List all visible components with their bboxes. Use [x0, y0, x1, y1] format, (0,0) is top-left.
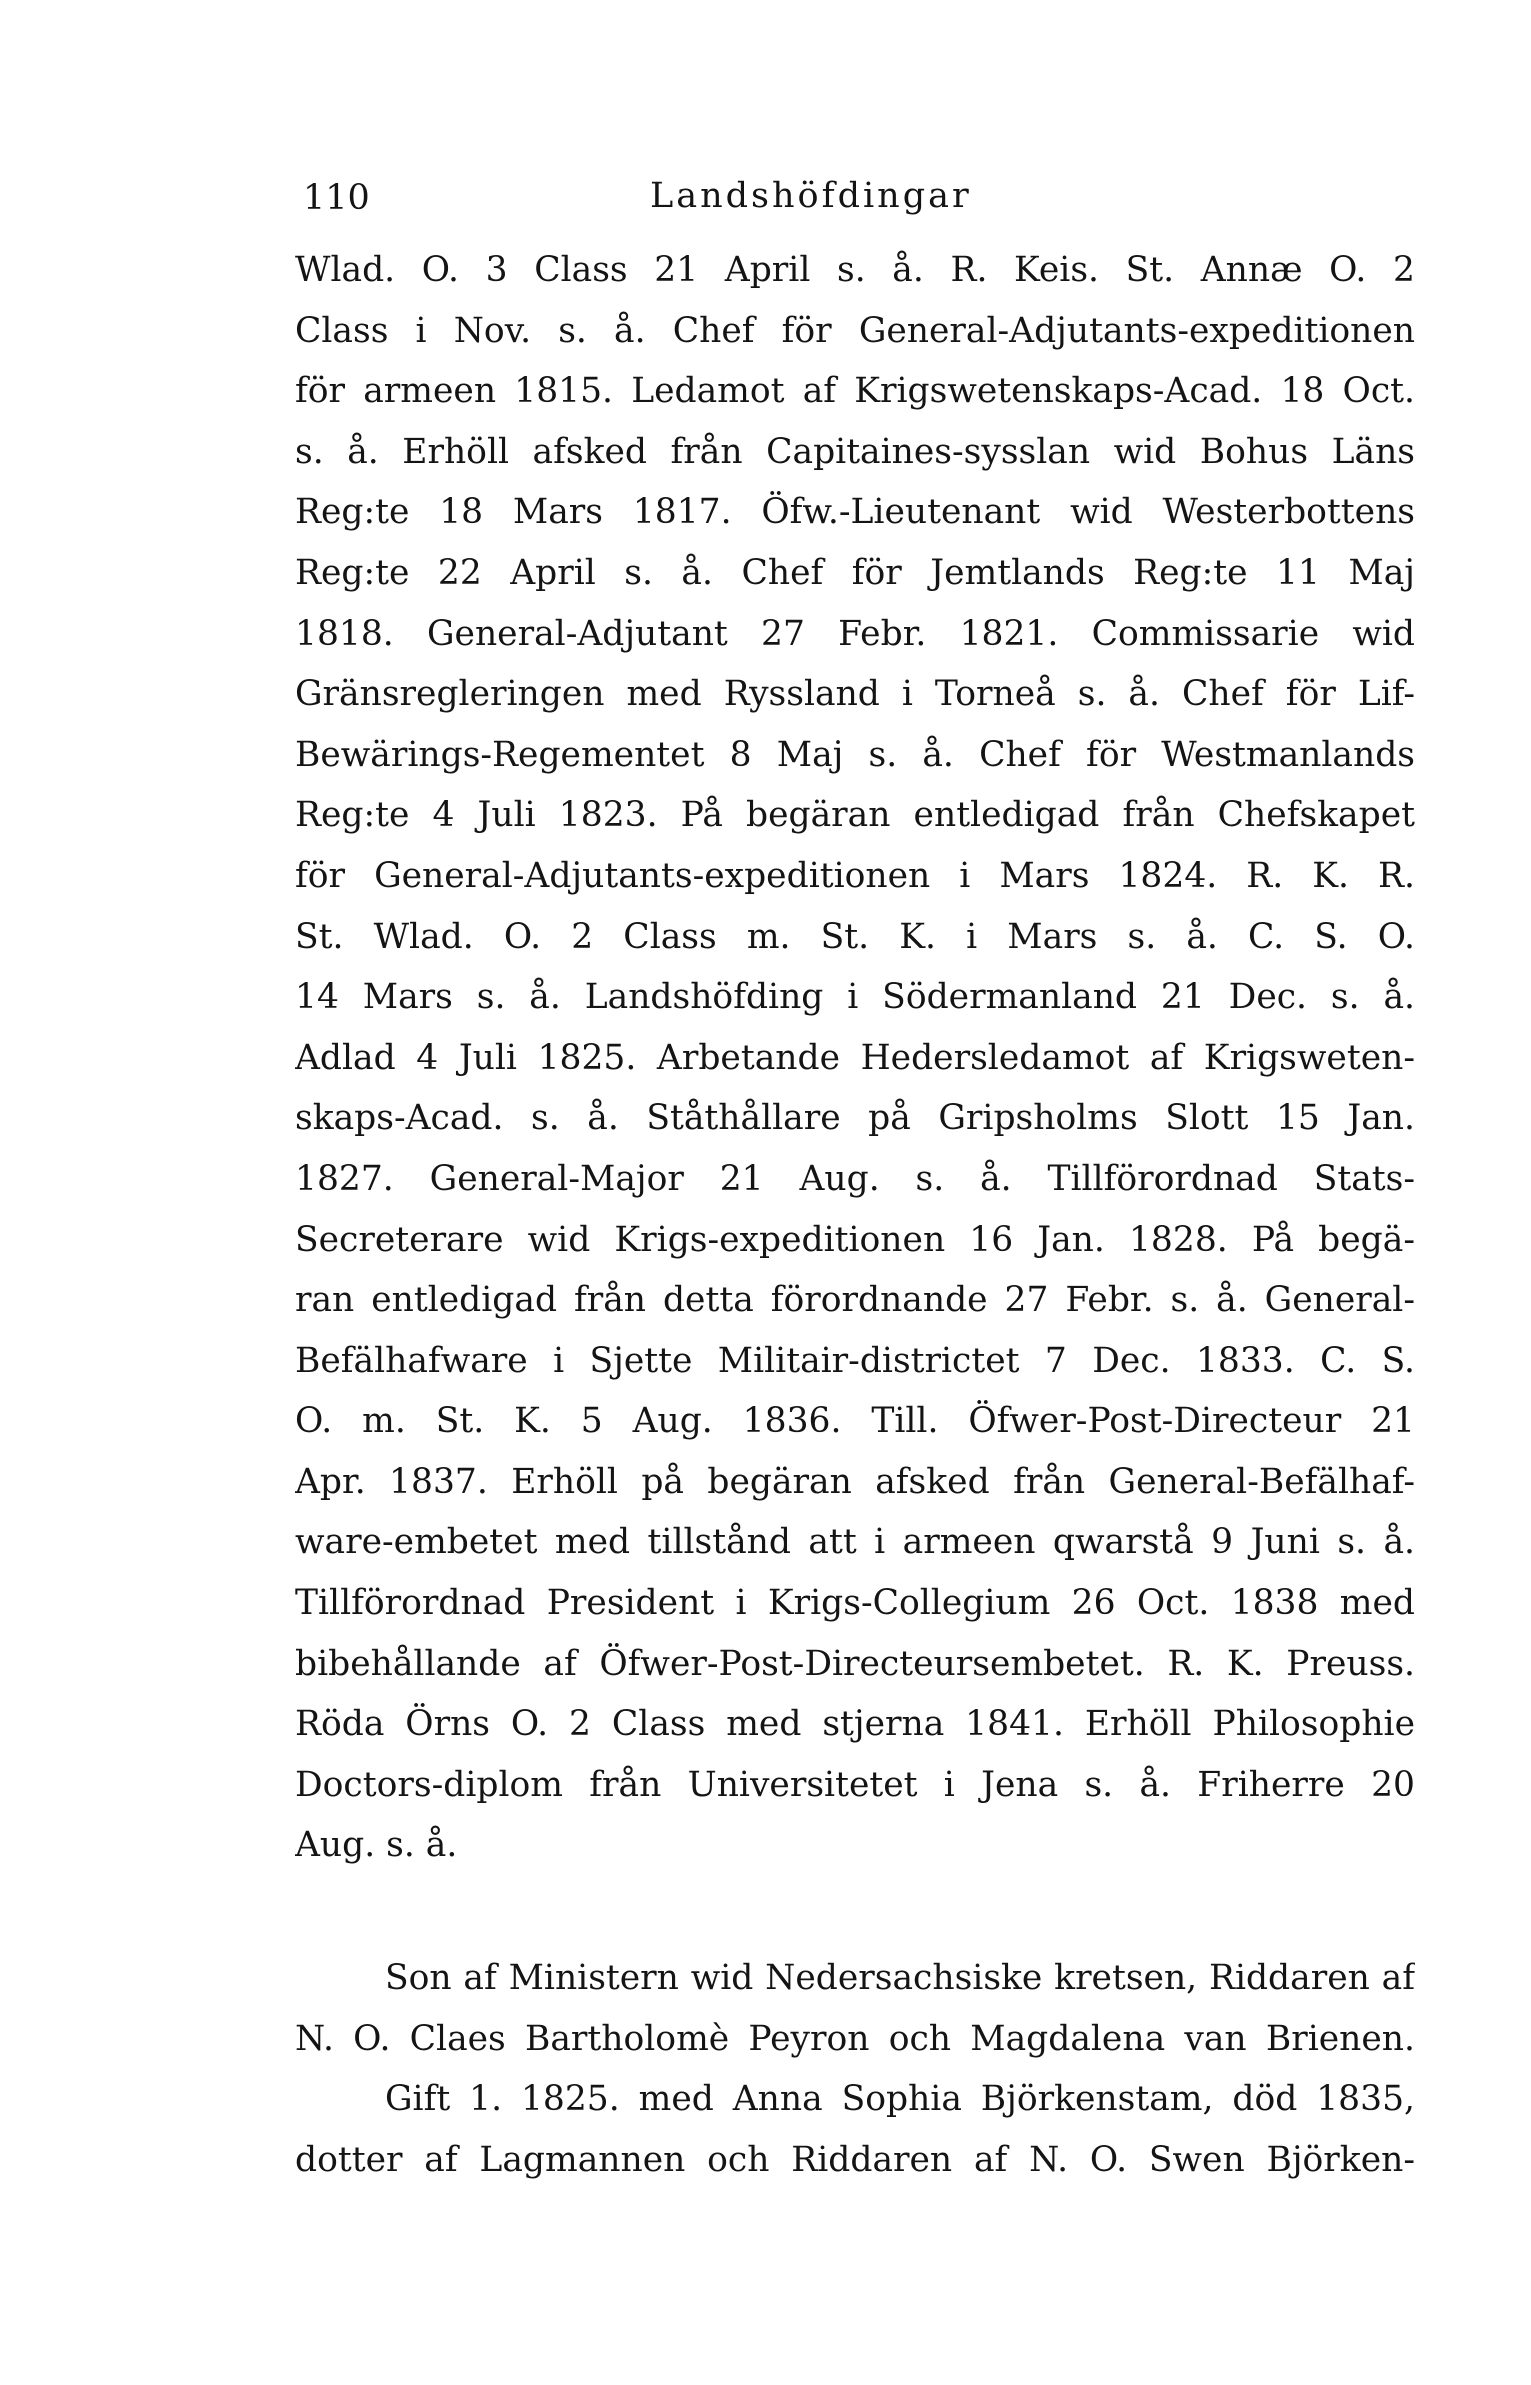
running-head: Landshöfdingar [650, 176, 972, 216]
text-line: St. Wlad. O. 2 Class m. St. K. i Mars s. å. C. S. O. [295, 916, 1415, 957]
text-line: 14 Mars s. å. Landshöfding i Södermanland 21 Dec. s. å. [295, 977, 1415, 1018]
paragraph-career [295, 240, 1415, 1876]
text-line: Tillförordnad President i Krigs-Collegium 26 Oct. 1838 med [295, 1583, 1415, 1624]
text-line: 1818. General-Adjutant 27 Febr. 1821. Commissarie wid [295, 613, 1415, 654]
text-line: Wlad. O. 3 Class 21 April s. å. R. Keis. St. Annæ O. 2 [295, 250, 1415, 290]
text-line: Röda Örns O. 2 Class med stjerna 1841. Erhöll Philosophie [295, 1704, 1415, 1745]
text-line: O. m. St. K. 5 Aug. 1836. Till. Öfwer-Post-Directeur 21 [295, 1401, 1415, 1442]
text-line: Aug. s. å. [295, 1825, 458, 1866]
text-line: ware-embetet med tillstånd att i armeen qwarstå 9 Juni s. å. [295, 1522, 1415, 1563]
text-line: Reg:te 4 Juli 1823. På begäran entledigad från Chefskapet [295, 795, 1415, 836]
text-line: Gränsregleringen med Ryssland i Torneå s. å. Chef för Lif- [295, 674, 1415, 715]
text-line: Class i Nov. s. å. Chef för General-Adjutants-expeditionen [295, 310, 1415, 351]
text-line: s. å. Erhöll afsked från Capitaines-sysslan wid Bohus Läns [295, 431, 1415, 472]
text-line: för armeen 1815. Ledamot af Krigswetenskaps-Acad. 18 Oct. [295, 371, 1415, 412]
text-line: N. O. Claes Bartholomè Peyron och Magdalena van Brienen. [295, 2018, 1415, 2059]
text-line: Doctors-diplom från Universitetet i Jena s. å. Friherre 20 [295, 1764, 1415, 1805]
page-number: 110 [303, 178, 370, 218]
text-line: Apr. 1837. Erhöll på begäran afsked från General-Befälhaf- [295, 1461, 1415, 1502]
text-line: Secreterare wid Krigs-expeditionen 16 Jan. 1828. På begä- [295, 1219, 1415, 1260]
text-line: ran entledigad från detta förordnande 27 Febr. s. å. General- [295, 1280, 1415, 1321]
paragraph-family [295, 1948, 1415, 2190]
paragraph-gap [295, 1876, 1415, 1948]
text-line: Reg:te 18 Mars 1817. Öfw.-Lieutenant wid Westerbottens [295, 492, 1415, 533]
text-line: Befälhafware i Sjette Militair-districtet 7 Dec. 1833. C. S. [295, 1340, 1415, 1381]
body-text [295, 240, 1415, 2190]
text-line: 1827. General-Major 21 Aug. s. å. Tillförordnad Stats- [295, 1158, 1415, 1199]
text-line: Reg:te 22 April s. å. Chef för Jemtlands Reg:te 11 Maj [295, 552, 1415, 593]
text-line: Gift 1. 1825. med Anna Sophia Björkenstam, död 1835, [385, 2079, 1415, 2120]
text-line: Adlad 4 Juli 1825. Arbetande Hedersledamot af Krigsweten- [295, 1037, 1415, 1078]
text-line: Bewärings-Regementet 8 Maj s. å. Chef för Westmanlands [295, 734, 1415, 775]
text-line: dotter af Lagmannen och Riddaren af N. O. Swen Björken- [295, 2139, 1415, 2180]
text-line: Son af Ministern wid Nedersachsiske kretsen, Riddaren af [385, 1958, 1415, 1999]
text-line: skaps-Acad. s. å. Ståthållare på Gripsholms Slott 15 Jan. [295, 1098, 1415, 1139]
text-line: för General-Adjutants-expeditionen i Mars 1824. R. K. R. [295, 855, 1415, 896]
text-line: bibehållande af Öfwer-Post-Directeursembetet. R. K. Preuss. [295, 1643, 1415, 1684]
